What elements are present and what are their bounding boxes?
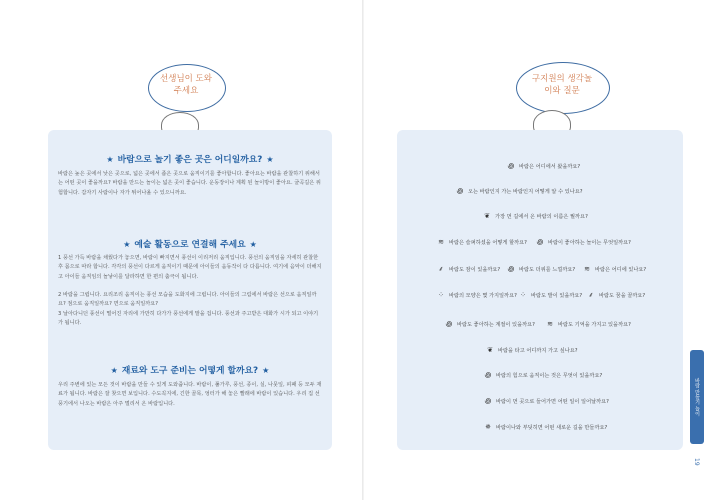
art-item-2: 2 바람을 그립니다. 요리조리 움직이는 풍선 모습을 도화지에 그립니다. 아이들의 그림에서 바람은 선으로 움직일까요? 점으로 움직일까요? 면으로 움직일까요? [58,292,317,308]
star-icon: ★ [262,366,270,375]
question-item: ≋ 바람도 기억을 가지고 있을까요? [545,320,631,329]
star-icon: ★ [266,155,274,164]
section-title-text: 바람으로 놀기 좋은 곳은 어디일까요? [117,155,263,165]
question-item: ⁘ 바람의 모양은 몇 가지일까요? [436,291,517,300]
chapter-side-tab: 바람 만들기 놀이 [690,350,704,444]
speech-text-left: 선생님이 도와주세요 [160,74,212,96]
question-item: ꩜ 바람도 좋아하는 계절이 있을까요? [445,320,535,328]
drops-icon: ⁘ [520,291,526,299]
question-item: ≋ 바람은 어디에 있나요? [582,265,646,274]
wave-icon: ≋ [584,265,590,273]
question-item: ⸙ 바람도 잠이 있을까요? [436,265,500,274]
feather-icon: ⸙ [588,291,594,299]
swirl-icon: ꩜ [456,187,464,195]
swirl-icon: ꩜ [507,162,515,170]
drops-icon: ⁘ [438,291,444,299]
question-item: ꩜ 바람은 어디에서 왔을까요? [507,162,581,170]
leaf-icon: ❦ [484,212,490,220]
guide-panel [48,130,332,450]
question-item: ꩜ 바람도 더위를 느낄까요? [507,265,576,273]
swirl-icon: ꩜ [484,371,492,379]
swirl-icon: ꩜ [536,238,544,246]
speech-text-right: 구지원의 생각놀이와 질문 [531,74,593,96]
wave-icon: ≋ [438,238,444,246]
swirl-icon: ꩜ [507,265,515,273]
leaf-icon: ❦ [487,346,493,354]
art-item-1: 1 풍선 가득 바람을 채웠다가 놓으면, 바람이 빠지면서 풍선이 이리저리 움직입니다. 풍선의 움직임을 자세히 관찰한 후 몸으로 따라 합니다. 각각의 풍선이 다르게 움직이기 때문에 아이들의 움동작이 다 다릅니다. 여기에 음악이 더해지고 아이들 움직임의 놀낳이를 달라하면 한 편의 춤극이 됩니다. [58,255,322,280]
question-item: ⁘ 바람도 발이 있을까요? [518,291,582,300]
section-title-text: 재료와 도구 준비는 어떻게 할까요? [121,366,259,376]
question-item: ✵ 바람이나와 부딪히면 어떤 새로운 길을 만들까요? [483,423,607,432]
question-item: ❦ 가장 먼 길에서 온 바람의 이름은 뭘까요? [482,212,588,221]
question-item: ꩜ 바람의 힘으로 움직이는 것은 무엇이 있을까요? [484,371,603,379]
question-item: ❦ 바람을 타고 어디까지 가고 싶나요? [485,346,578,355]
section-title-materials [48,363,332,376]
question-item: ꩜ 바람이 좋아하는 놀이는 무엇일까요? [536,238,631,246]
star-icon: ★ [123,240,131,249]
section-title-art [48,237,332,250]
book-gutter [362,0,364,500]
section-body-place: 바람은 높은 곳에서 낮은 곳으로, 넓은 곳에서 좁은 곳으로 움직이기를 좋아합니다. 좋아요는 바람을 관찰하기 위해서는 어떤 곳이 좋을까요? 바람을 만드는 놀이는 넓은 곳이 좋습니다. 운동장이나 계획 된 놀이방이 좋아요. 굴곡길은 위험합니다. 갑자기 사람이나 자가 튀어나올 수 있으니까요. [58,171,321,196]
page-number: 19 [693,458,700,466]
star-icon: ★ [110,366,118,375]
section-title-place [48,152,332,165]
star-icon: ★ [106,155,114,164]
swirl-icon: ꩜ [445,320,453,328]
star-icon: ✵ [485,423,491,431]
question-item: ꩜ 오는 바람인지 가는 바람인지 어떻게 알 수 있나요? [456,187,583,195]
star-icon: ★ [249,240,257,249]
section-title-text: 예술 활동으로 연결해 주세요 [134,240,246,250]
question-item: ≋ 바람은 슬퍼하셨을 어떻게 할까요? [436,238,527,247]
art-item-3: 3 날아다니던 풍선이 떨어진 자리에 가만히 다가가 풍선에게 말을 겁니다. 풍선과 주고받은 대화가 시가 되고 이야기가 됩니다. [58,311,319,327]
question-item: ꩜ 바람이 먼 곳으로 들어가면 어떤 일이 일어날까요? [484,397,609,405]
swirl-icon: ꩜ [484,397,492,405]
question-item: ⸙ 바람도 꿈을 꿀까요? [586,291,645,300]
section-body-materials: 우리 주변에 있는 모든 것이 바람을 만들 수 있게 도와줍니다. 바람이, 풀가루, 풍선, 종이, 실, 나뭇잎, 피패 등 모두 재료가 됩니다. 바람은 잘 찾으면 보입니다. 수도꼭지에, 긴한 골목, 엉터가 해 놓은 빨래에 바람이 있습니다. 우리 집 선풍기에서 나오는 바람은 아주 멀리서 온 바람입니다. [58,382,322,407]
feather-icon: ⸙ [438,265,444,273]
wave-icon: ≋ [547,320,553,328]
